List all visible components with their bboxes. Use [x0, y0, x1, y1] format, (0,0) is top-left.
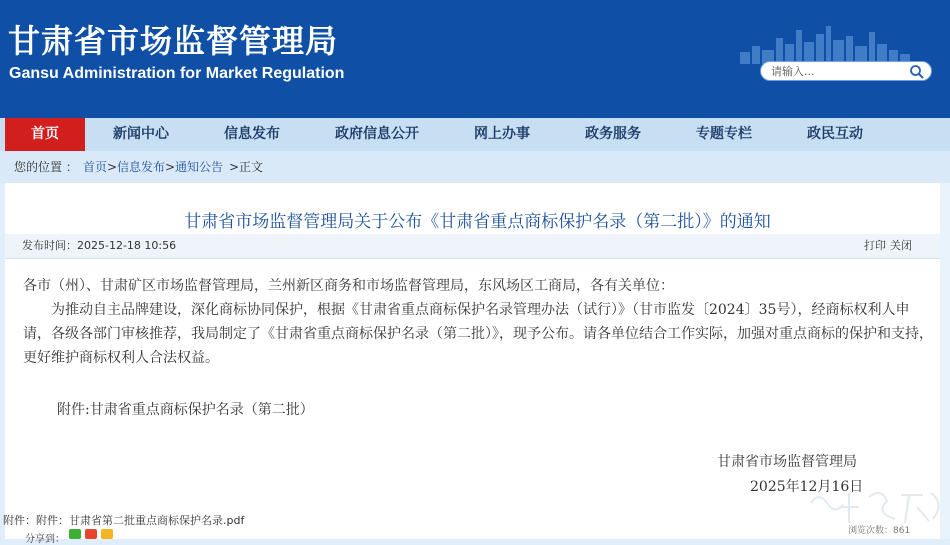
- nav-item-info[interactable]: 信息发布: [224, 126, 280, 142]
- qzone-share-icon[interactable]: [101, 529, 113, 539]
- breadcrumb-info[interactable]: 信息发布: [117, 160, 166, 174]
- search-input[interactable]: [761, 62, 901, 80]
- site-title-en: Gansu Administration for Market Regulation: [9, 65, 345, 82]
- breadcrumb-sep: >: [165, 160, 176, 174]
- site-header: [0, 0, 950, 115]
- search-icon[interactable]: [909, 64, 925, 80]
- attachment-file-prefix: 附件：: [3, 514, 36, 527]
- weibo-share-icon[interactable]: [85, 529, 97, 539]
- attachment-file: [3, 512, 244, 528]
- signature-org: 甘肃省市场监督管理局: [717, 454, 857, 470]
- search-box: [760, 61, 932, 81]
- nav-item-gov-disclosure[interactable]: 政府信息公开: [335, 126, 419, 142]
- nav-item-news[interactable]: 新闻中心: [113, 126, 169, 142]
- breadcrumb-sep: >: [229, 160, 240, 174]
- signature-date: 2025年12月16日: [750, 479, 864, 495]
- breadcrumb-home[interactable]: 首页: [83, 160, 108, 174]
- print-button[interactable]: 打印: [864, 239, 886, 252]
- visit-count: 浏览次数：861: [848, 526, 911, 536]
- breadcrumb-notices[interactable]: 通知公告: [175, 160, 224, 174]
- article-salutation: 各市（州）、甘肃矿区市场监督管理局，兰州新区商务和市场监督管理局，东风场区工商局，各有关单位：: [23, 278, 674, 294]
- right-edge-decoration: [940, 183, 950, 539]
- site-title-cn: 甘肃省市场监督管理局: [8, 22, 339, 60]
- article-body: [23, 274, 933, 370]
- nav-item-home[interactable]: 首页: [5, 118, 85, 151]
- nav-item-gov-service[interactable]: 政务服务: [585, 126, 641, 142]
- main-nav: [0, 115, 950, 151]
- close-button[interactable]: 关闭: [890, 239, 912, 252]
- article-container: [3, 183, 950, 545]
- article-meta-bar: [5, 234, 950, 259]
- nav-item-online-service[interactable]: 网上办事: [474, 126, 530, 142]
- publish-time: 发布时间：2025-12-18 10:56: [22, 239, 177, 252]
- share-label: 分享到：: [25, 534, 65, 545]
- nav-item-interaction[interactable]: 政民互动: [807, 126, 863, 142]
- breadcrumb-sep: >: [107, 160, 118, 174]
- attachment-text: 附件:甘肃省重点商标保护名录（第二批）: [57, 402, 314, 418]
- breadcrumb: [0, 151, 950, 183]
- breadcrumb-current: 正文: [239, 160, 264, 174]
- breadcrumb-prefix: 您的位置 ：: [14, 160, 78, 174]
- article-paragraph: 为推动自主品牌建设，深化商标协同保护，根据《甘肃省重点商标保护名录管理办法（试行）》（甘市监发〔2024〕35号），经商标权利人申请，各级各部门审核推荐，我局制定了《甘肃省重点商标保护名录（第二批）》，现予公布。请各单位结合工作实际，加强对重点商标的保护和支持，更好维护商标权利人合法权益。: [23, 302, 933, 366]
- attachment-file-link[interactable]: 附件：甘肃省第二批重点商标保护名录.pdf: [36, 514, 245, 527]
- wechat-share-icon[interactable]: [69, 529, 81, 539]
- nav-item-topics[interactable]: 专题专栏: [696, 126, 752, 142]
- city-skyline-decoration: [740, 24, 910, 64]
- article-title: 甘肃省市场监督管理局关于公布《甘肃省重点商标保护名录（第二批）》的通知: [184, 212, 771, 232]
